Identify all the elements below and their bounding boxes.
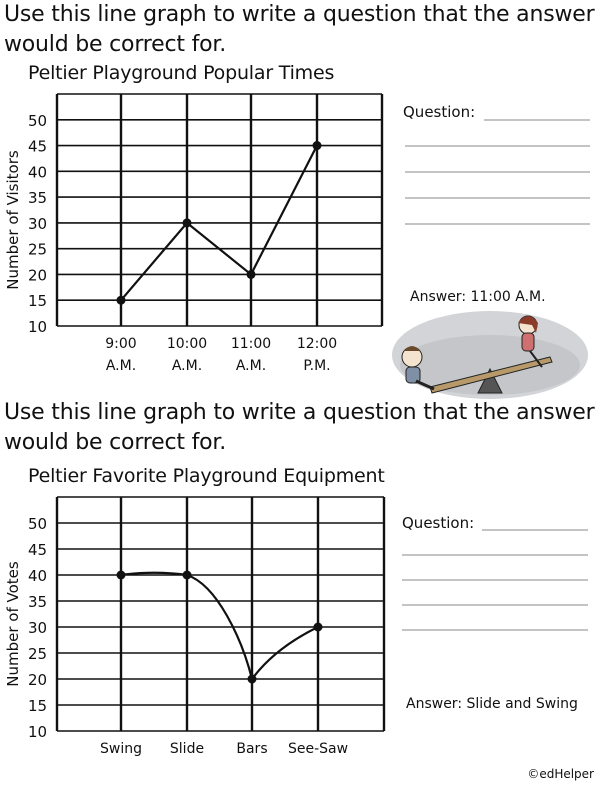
answer-lines-1 — [400, 110, 595, 230]
x-tick-label: P.M. — [303, 358, 331, 374]
prompt-2-line2: would be correct for. — [4, 430, 227, 455]
chart-1-title: Peltier Playground Popular Times — [28, 62, 335, 84]
x-tick-label: 9:00 — [105, 336, 137, 352]
x-tick-label: Slide — [169, 741, 205, 757]
y-tick-label: 30 — [28, 214, 48, 233]
y-tick-label: 25 — [28, 240, 48, 259]
data-point — [183, 218, 192, 227]
series-line — [121, 573, 318, 679]
answer-lines-2 — [398, 520, 593, 640]
data-point — [313, 141, 322, 150]
chart-2 — [0, 490, 395, 765]
copyright-footer: ©edHelper — [527, 767, 594, 781]
y-tick-label: 45 — [28, 137, 48, 156]
x-tick-label: See-Saw — [287, 741, 349, 757]
y-tick-label: 50 — [28, 515, 48, 533]
question-1-label: Question: — [403, 103, 476, 121]
data-point — [183, 571, 192, 580]
y-tick-label: 20 — [28, 266, 48, 285]
x-tick-label: 11:00 — [230, 336, 272, 352]
prompt-1-line1: Use this line graph to write a question that the answer — [4, 2, 595, 27]
y-axis-label: Number of Visitors — [4, 150, 22, 290]
children-on-seesaw-illustration — [390, 305, 590, 405]
y-tick-label: 25 — [28, 645, 48, 663]
data-point — [314, 623, 323, 632]
y-tick-label: 40 — [28, 163, 48, 182]
y-tick-label: 15 — [28, 292, 48, 311]
x-tick-label: A.M. — [235, 358, 267, 374]
answer-2: Answer: Slide and Swing — [406, 696, 578, 712]
x-tick-label: Bars — [236, 741, 268, 757]
x-tick-label: 12:00 — [296, 336, 338, 352]
data-point — [117, 296, 126, 305]
y-axis-label: Number of Votes — [4, 561, 22, 687]
x-tick-label: A.M. — [171, 358, 203, 374]
y-tick-label: 10 — [28, 318, 48, 336]
data-point — [117, 571, 126, 580]
prompt-2-line1: Use this line graph to write a question that the answer — [4, 400, 595, 425]
y-tick-label: 20 — [28, 671, 48, 689]
question-2-label: Question: — [402, 514, 475, 532]
y-tick-label: 40 — [28, 567, 48, 585]
data-point — [248, 675, 257, 684]
y-tick-label: 50 — [28, 111, 48, 130]
x-tick-label: A.M. — [105, 358, 137, 374]
y-tick-label: 45 — [28, 541, 48, 559]
prompt-1-line2: would be correct for. — [4, 32, 227, 57]
y-tick-label: 35 — [28, 189, 48, 208]
x-tick-label: 10:00 — [166, 336, 208, 352]
data-point — [247, 270, 256, 279]
chart-1 — [0, 86, 395, 386]
y-tick-label: 10 — [28, 723, 48, 741]
x-tick-label: Swing — [100, 741, 142, 757]
answer-1: Answer: 11:00 A.M. — [410, 289, 546, 305]
chart-2-title: Peltier Favorite Playground Equipment — [28, 465, 385, 487]
y-tick-label: 30 — [28, 619, 48, 637]
y-tick-label: 35 — [28, 593, 48, 611]
y-tick-label: 15 — [28, 697, 48, 715]
